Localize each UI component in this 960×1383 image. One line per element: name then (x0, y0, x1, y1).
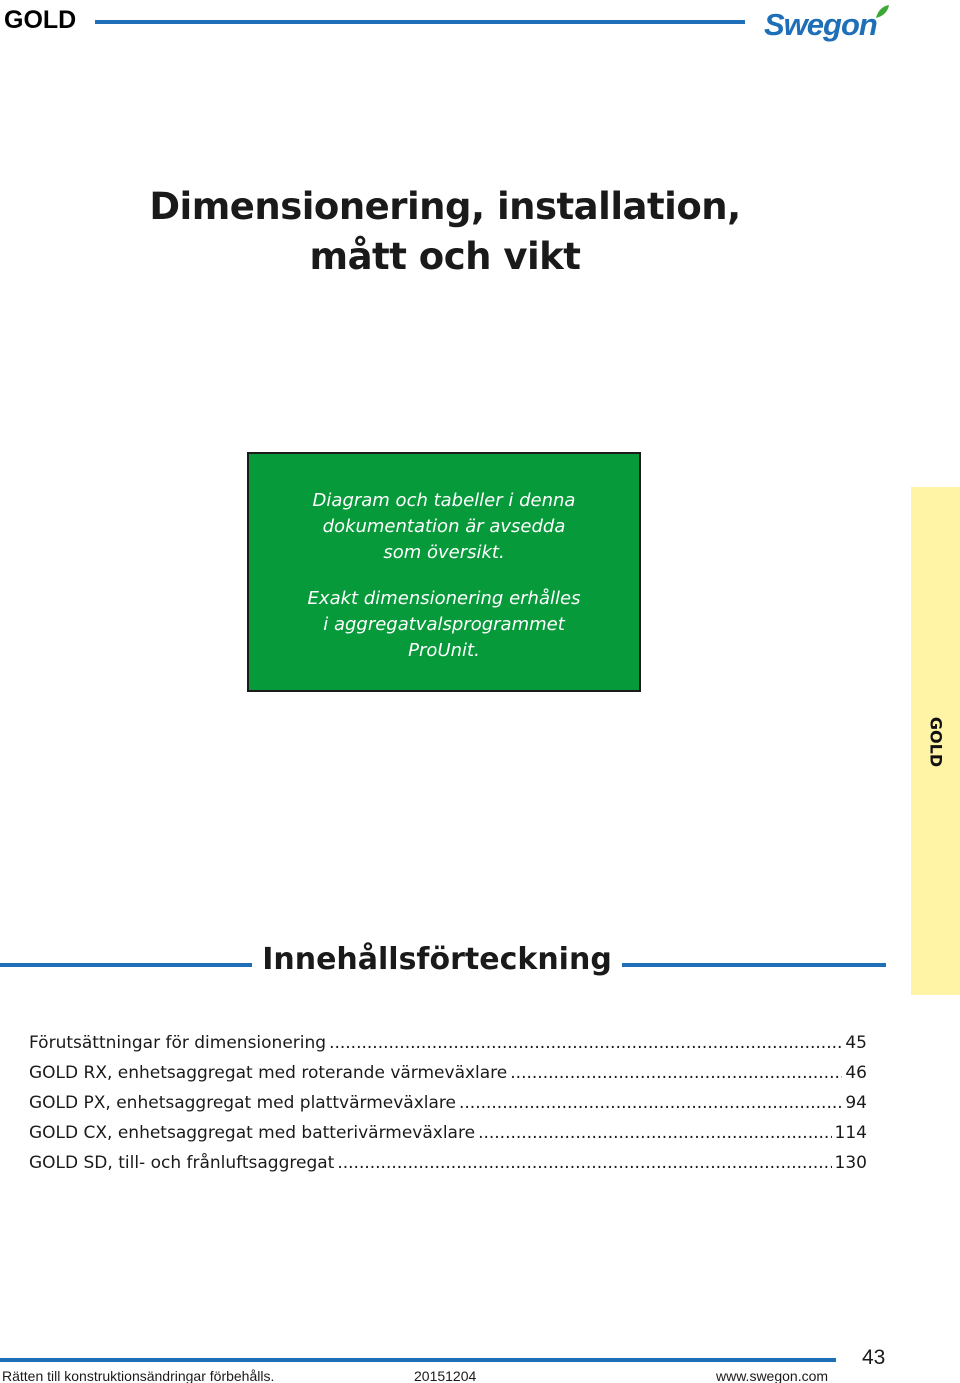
toc-entry[interactable] (29, 1153, 867, 1183)
toc-entry-page: 94 (845, 1093, 867, 1113)
notice-line: ProUnit. (408, 640, 480, 661)
notice-line: Exakt dimensionering erhålles (307, 588, 581, 609)
toc-leader-dots (337, 1153, 831, 1173)
logo-wordmark: Swegon (764, 7, 877, 42)
notice-line: som översikt. (383, 542, 505, 563)
toc-entry-page: 130 (834, 1153, 867, 1173)
notice-spacer (249, 566, 639, 586)
toc-entry-title: GOLD SD, till- och frånluftsaggregat (29, 1153, 335, 1173)
toc-entry-title: GOLD RX, enhetsaggregat med roterande värmeväxlare (29, 1063, 508, 1083)
toc-leader-dots (459, 1093, 842, 1113)
toc-entry-title: GOLD PX, enhetsaggregat med plattvärmeväxlare (29, 1093, 456, 1113)
toc-leader-dots (510, 1063, 842, 1083)
table-of-contents (29, 1033, 867, 1183)
page-title-line-1: Dimensionering, installation, (149, 185, 741, 228)
footer-disclaimer: Rätten till konstruktionsändringar förbehålls. (2, 1368, 275, 1383)
notice-line: Diagram och tabeller i denna (312, 490, 576, 511)
footer-website-link[interactable]: www.swegon.com (716, 1368, 829, 1383)
page-number: 43 (862, 1346, 886, 1369)
page-title (100, 182, 790, 282)
toc-entry-title: GOLD CX, enhetsaggregat med batterivärmeväxlare (29, 1123, 476, 1143)
toc-entry[interactable] (29, 1123, 867, 1153)
notice-line: dokumentation är avsedda (322, 516, 566, 537)
toc-entry-page: 114 (834, 1123, 867, 1143)
header-product-name: GOLD (4, 6, 77, 34)
toc-entry[interactable] (29, 1093, 867, 1123)
toc-heading: Innehållsförteckning (262, 942, 612, 977)
toc-leader-dots (329, 1033, 842, 1053)
footer-rule (0, 1358, 836, 1362)
overview-notice-box (247, 452, 641, 692)
notice-line: i aggregatvalsprogrammet (323, 614, 565, 635)
side-tab-label: GOLD (926, 716, 945, 768)
toc-rule-right (622, 963, 886, 967)
toc-entry[interactable] (29, 1063, 867, 1093)
toc-entry-page: 46 (845, 1063, 867, 1083)
leaf-icon (876, 5, 889, 18)
toc-rule-left (0, 963, 252, 967)
toc-entry-title: Förutsättningar för dimensionering (29, 1033, 327, 1053)
page-title-line-2: mått och vikt (309, 235, 581, 278)
swegon-logo (762, 4, 892, 44)
header-rule (95, 20, 745, 24)
footer-date: 20151204 (414, 1368, 477, 1383)
toc-entry[interactable] (29, 1033, 867, 1063)
toc-entry-page: 45 (845, 1033, 867, 1053)
toc-leader-dots (478, 1123, 831, 1143)
